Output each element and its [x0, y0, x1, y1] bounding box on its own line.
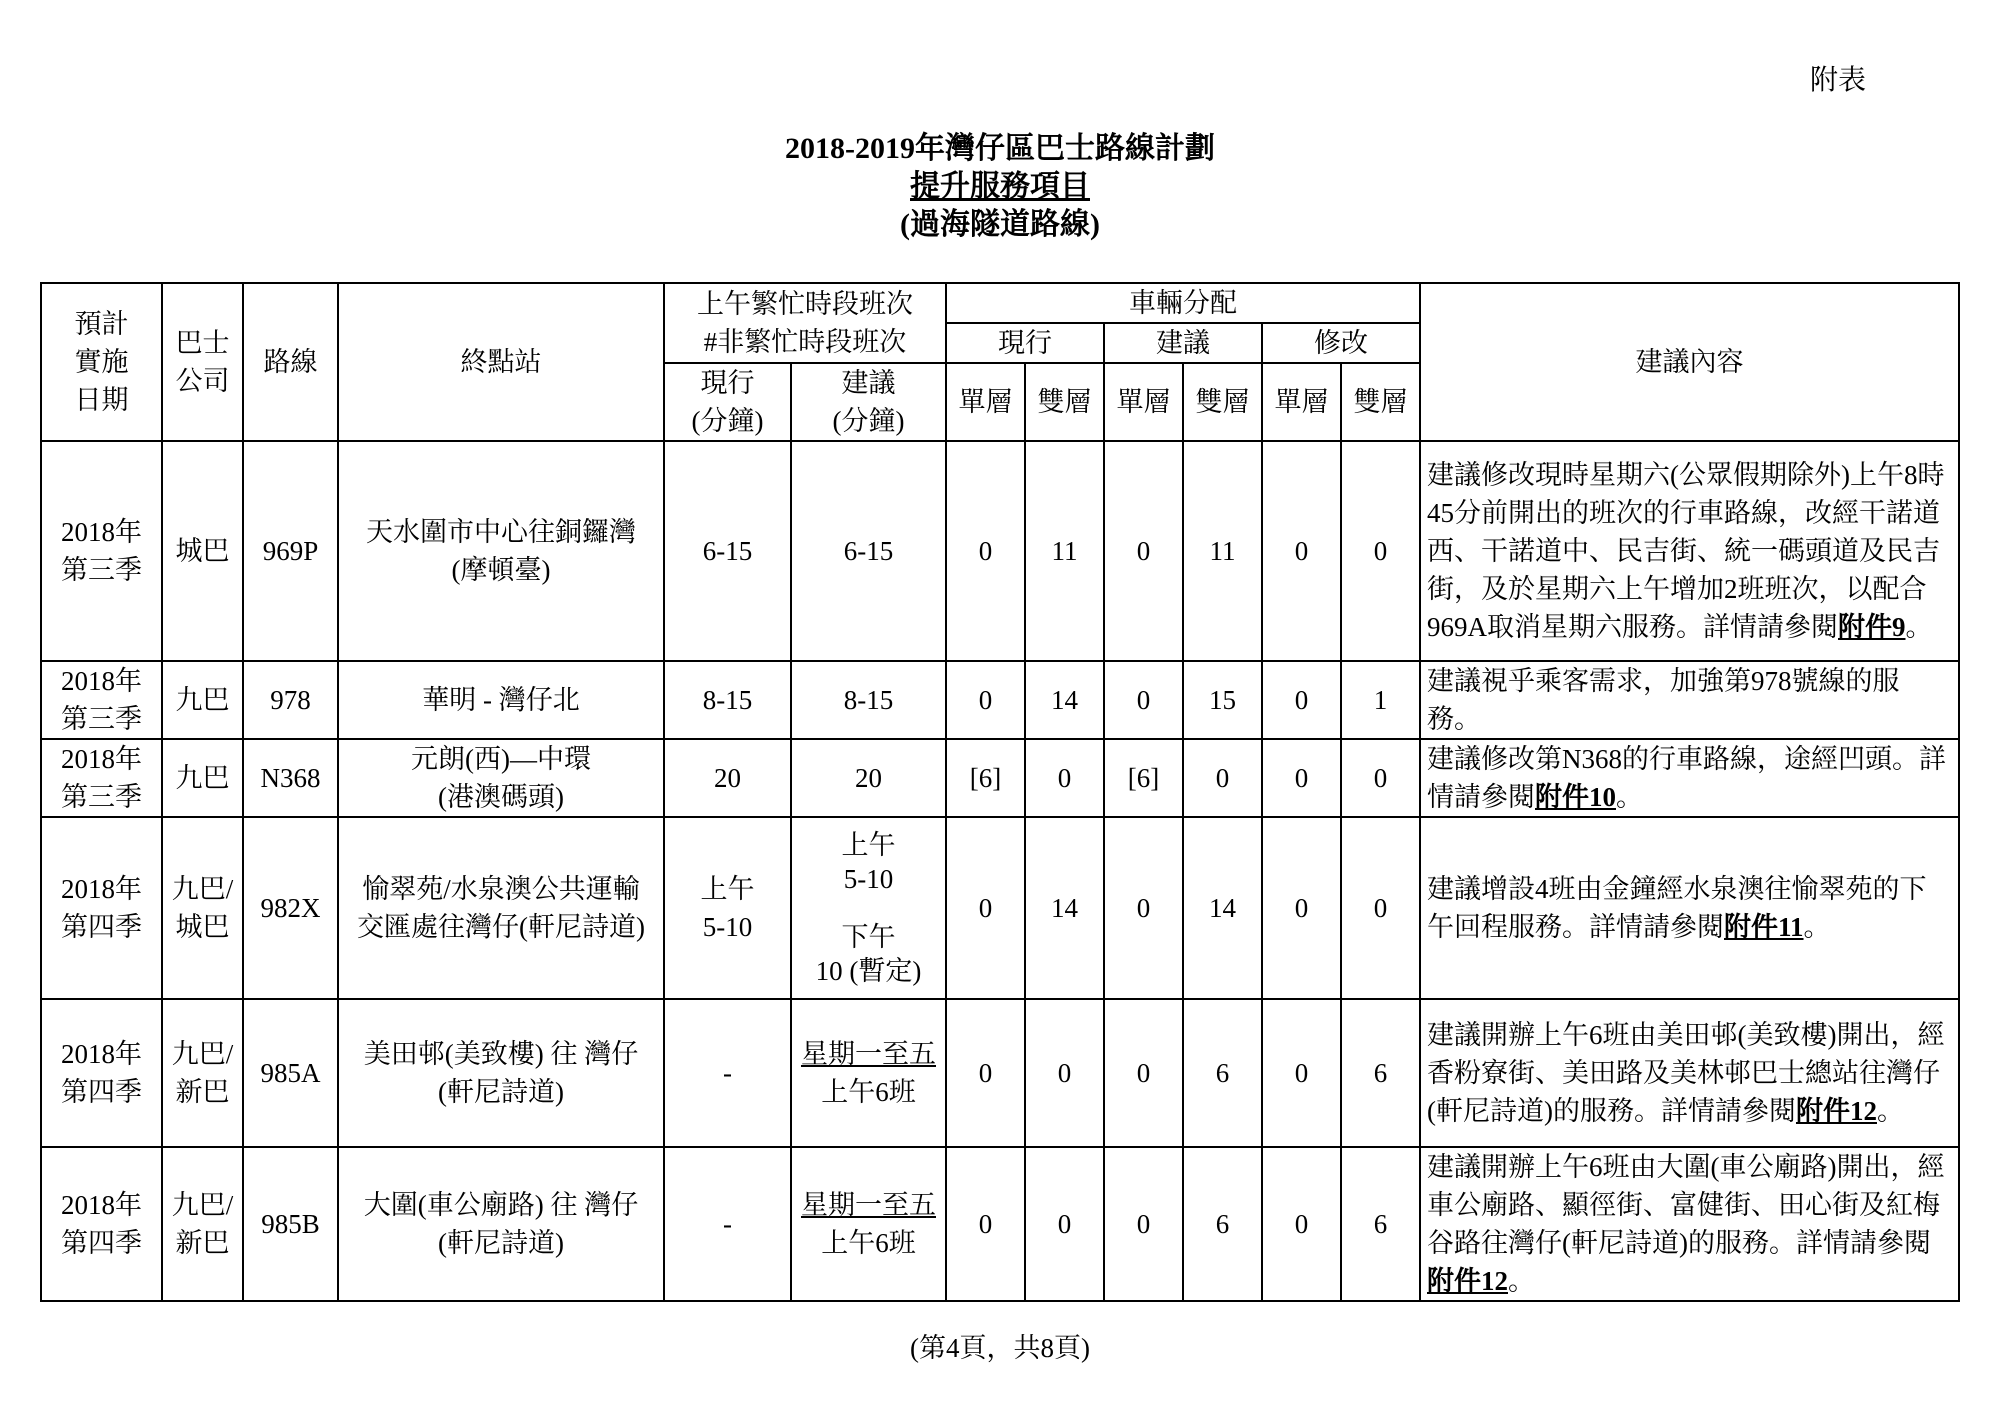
cell-vehicle: 0: [1183, 739, 1262, 817]
table-row: [41, 441, 1959, 661]
header-veh-change: 修改: [1262, 323, 1420, 363]
cell-vehicle: 0: [1104, 1147, 1183, 1301]
header-route: 路線: [243, 283, 338, 441]
cell-vehicle: 0: [1262, 999, 1341, 1147]
annex-link[interactable]: 附件10: [1535, 782, 1616, 812]
table-row: [41, 999, 1959, 1147]
cell-vehicle: 0: [1341, 739, 1420, 817]
cell-company: 九巴/ 城巴: [162, 817, 243, 999]
page-footer: (第4頁，共8頁): [910, 1333, 1090, 1363]
cell-freq-proposed: 20: [791, 739, 946, 817]
cell-company: 城巴: [162, 441, 243, 661]
cell-freq-proposed: 星期一至五 上午6班: [791, 1147, 946, 1301]
cell-vehicle: 0: [1341, 817, 1420, 999]
title-sub: 提升服務項目: [910, 170, 1090, 203]
cell-vehicle: 0: [1341, 441, 1420, 661]
cell-terminus: 美田邨(美致樓) 往 灣仔 (軒尼詩道): [338, 999, 664, 1147]
header-date: 預計 實施 日期: [41, 283, 162, 441]
cell-date: 2018年 第四季: [41, 817, 162, 999]
cell-company: 九巴: [162, 661, 243, 739]
cell-vehicle: 0: [1104, 441, 1183, 661]
cell-vehicle: [6]: [1104, 739, 1183, 817]
cell-date: 2018年 第四季: [41, 999, 162, 1147]
cell-vehicle: [6]: [946, 739, 1025, 817]
cell-terminus: 愉翠苑/水泉澳公共運輸 交匯處往灣仔(軒尼詩道): [338, 817, 664, 999]
cell-freq-current: -: [664, 1147, 791, 1301]
cell-company: 九巴/ 新巴: [162, 999, 243, 1147]
title-category: (過海隧道路線): [900, 208, 1100, 241]
cell-vehicle: 6: [1341, 999, 1420, 1147]
cell-vehicle: 0: [1262, 661, 1341, 739]
cell-vehicle: 0: [1104, 817, 1183, 999]
cell-proposal: 建議修改第N368的行車路線，途經凹頭。詳情請參閱附件10。: [1420, 739, 1959, 817]
cell-vehicle: 11: [1183, 441, 1262, 661]
cell-vehicle: 15: [1183, 661, 1262, 739]
header-double-deck: 雙層: [1025, 363, 1104, 441]
cell-freq-current: 20: [664, 739, 791, 817]
cell-vehicle: 0: [1262, 817, 1341, 999]
cell-vehicle: 6: [1183, 999, 1262, 1147]
header-veh-current: 現行: [946, 323, 1104, 363]
cell-vehicle: 0: [1025, 739, 1104, 817]
cell-date: 2018年 第三季: [41, 739, 162, 817]
cell-vehicle: 14: [1025, 817, 1104, 999]
cell-freq-current: 8-15: [664, 661, 791, 739]
header-terminus: 終點站: [338, 283, 664, 441]
document-titles: [0, 130, 2000, 244]
cell-terminus: 元朗(西)—中環 (港澳碼頭): [338, 739, 664, 817]
cell-vehicle: 0: [1262, 1147, 1341, 1301]
annex-link[interactable]: 附件11: [1724, 912, 1804, 942]
cell-freq-proposed: 8-15: [791, 661, 946, 739]
header-frequency: 上午繁忙時段班次 #非繁忙時段班次: [664, 283, 946, 363]
cell-vehicle: 0: [1104, 661, 1183, 739]
cell-route: 985B: [243, 1147, 338, 1301]
cell-route: N368: [243, 739, 338, 817]
cell-date: 2018年 第三季: [41, 661, 162, 739]
cell-freq-proposed: 上午 5-10 下午 10 (暫定): [791, 817, 946, 999]
header-double-deck: 雙層: [1341, 363, 1420, 441]
cell-company: 九巴/ 新巴: [162, 1147, 243, 1301]
header-double-deck: 雙層: [1183, 363, 1262, 441]
cell-freq-proposed: 6-15: [791, 441, 946, 661]
table-row: [41, 739, 1959, 817]
cell-proposal: 建議視乎乘客需求，加強第978號線的服務。: [1420, 661, 1959, 739]
cell-company: 九巴: [162, 739, 243, 817]
cell-vehicle: 0: [946, 1147, 1025, 1301]
cell-proposal: 建議開辦上午6班由美田邨(美致樓)開出，經香粉寮街、美田路及美林邨巴士總站往灣仔(軒尼詩道)的服務。詳情請參閱附件12。: [1420, 999, 1959, 1147]
cell-vehicle: 0: [946, 999, 1025, 1147]
cell-vehicle: 0: [946, 441, 1025, 661]
cell-vehicle: 14: [1025, 661, 1104, 739]
cell-terminus: 大圍(車公廟路) 往 灣仔 (軒尼詩道): [338, 1147, 664, 1301]
cell-route: 982X: [243, 817, 338, 999]
cell-vehicle: 0: [1025, 1147, 1104, 1301]
cell-vehicle: 0: [1104, 999, 1183, 1147]
header-veh-proposed: 建議: [1104, 323, 1262, 363]
cell-freq-current: 上午 5-10: [664, 817, 791, 999]
cell-vehicle: 0: [1025, 999, 1104, 1147]
cell-terminus: 天水圍市中心往銅鑼灣 (摩頓臺): [338, 441, 664, 661]
table-row: [41, 1147, 1959, 1301]
cell-route: 985A: [243, 999, 338, 1147]
annex-link[interactable]: 附件9: [1838, 612, 1906, 642]
cell-route: 969P: [243, 441, 338, 661]
cell-vehicle: 0: [946, 661, 1025, 739]
cell-vehicle: 0: [1262, 739, 1341, 817]
bus-route-plan-table: [40, 282, 1960, 1302]
cell-route: 978: [243, 661, 338, 739]
cell-proposal: 建議修改現時星期六(公眾假期除外)上午8時45分前開出的班次的行車路線，改經干諾道西、干諾道中、民吉街、統一碼頭道及民吉街，及於星期六上午增加2班班次，以配合969A取消星期六服務。詳情請參閱附件9。: [1420, 441, 1959, 661]
cell-date: 2018年 第四季: [41, 1147, 162, 1301]
header-freq-proposed: 建議 (分鐘): [791, 363, 946, 441]
header-single-deck: 單層: [1104, 363, 1183, 441]
cell-date: 2018年 第三季: [41, 441, 162, 661]
header-proposal: 建議內容: [1420, 283, 1959, 441]
cell-proposal: 建議增設4班由金鐘經水泉澳往愉翠苑的下午回程服務。詳情請參閱附件11。: [1420, 817, 1959, 999]
cell-vehicle: 0: [946, 817, 1025, 999]
header-freq-current: 現行 (分鐘): [664, 363, 791, 441]
table-row: [41, 661, 1959, 739]
cell-vehicle: 6: [1341, 1147, 1420, 1301]
header-company: 巴士 公司: [162, 283, 243, 441]
title-main: 2018-2019年灣仔區巴士路線計劃: [785, 132, 1215, 165]
annex-link[interactable]: 附件12: [1795, 1096, 1877, 1126]
cell-freq-proposed: 星期一至五 上午6班: [791, 999, 946, 1147]
table-row: [41, 817, 1959, 999]
cell-proposal: 建議開辦上午6班由大圍(車公廟路)開出，經車公廟路、顯徑街、富健街、田心街及紅梅谷路往灣仔(軒尼詩道)的服務。詳情請參閱附件12。: [1420, 1147, 1959, 1301]
cell-vehicle: 14: [1183, 817, 1262, 999]
cell-terminus: 華明 - 灣仔北: [338, 661, 664, 739]
cell-vehicle: 0: [1262, 441, 1341, 661]
header-single-deck: 單層: [946, 363, 1025, 441]
cell-freq-current: 6-15: [664, 441, 791, 661]
header-single-deck: 單層: [1262, 363, 1341, 441]
cell-freq-current: -: [664, 999, 791, 1147]
cell-vehicle: 1: [1341, 661, 1420, 739]
annex-label: 附表: [1810, 65, 1867, 96]
header-vehicle-allocation: 車輛分配: [946, 283, 1420, 323]
annex-link[interactable]: 附件12: [1427, 1266, 1508, 1296]
cell-vehicle: 6: [1183, 1147, 1262, 1301]
cell-vehicle: 11: [1025, 441, 1104, 661]
